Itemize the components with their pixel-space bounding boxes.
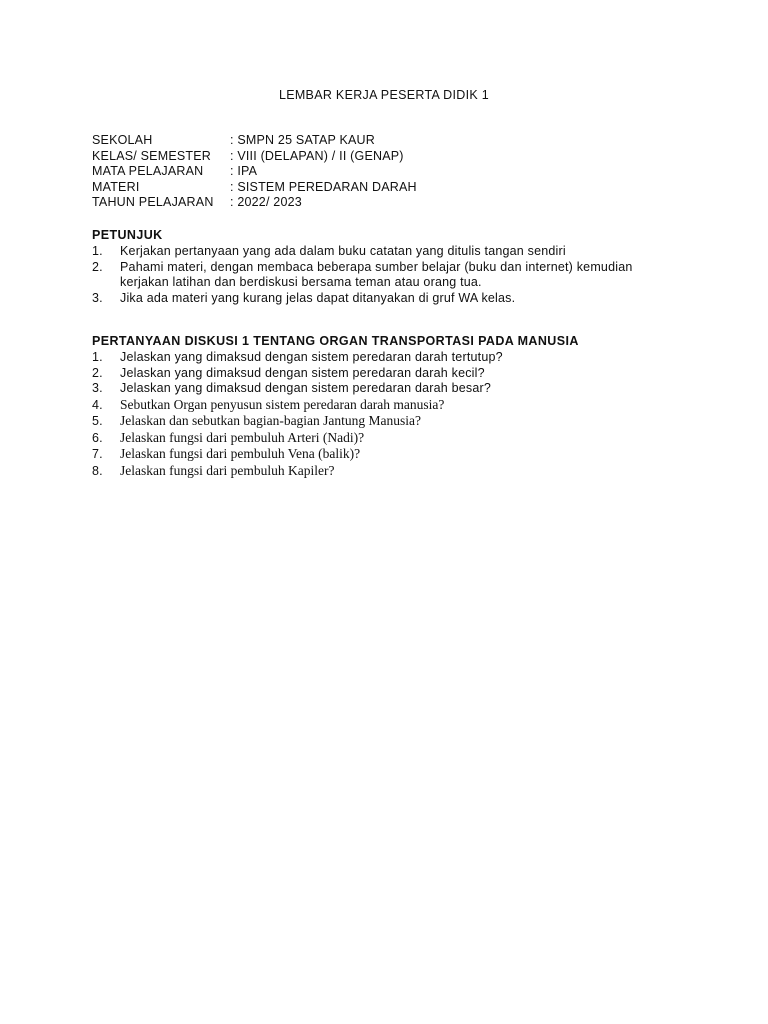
info-label: MATERI: [92, 179, 140, 194]
item-text: Jelaskan yang dimaksud dengan sistem peredaran darah kecil?: [120, 365, 485, 380]
item-number: 3.: [92, 381, 103, 395]
item-text: Jelaskan dan sebutkan bagian-bagian Jantung Manusia?: [120, 413, 422, 428]
list-item: [92, 446, 503, 463]
list-item: [92, 430, 503, 447]
info-label: MATA PELAJARAN: [92, 164, 204, 178]
info-value: : 2022/ 2023: [230, 195, 302, 209]
list-item: [92, 397, 503, 414]
item-number: 7.: [92, 447, 103, 461]
item-number: 1.: [92, 350, 103, 364]
info-label: KELAS/ SEMESTER: [92, 148, 212, 163]
petunjuk-list: [92, 244, 680, 306]
item-number: 8.: [92, 463, 103, 478]
info-row-sekolah: [92, 133, 417, 149]
item-number: 2.: [92, 365, 103, 380]
item-text: Jelaskan yang dimaksud dengan sistem peredaran darah besar?: [120, 381, 492, 395]
info-value: : VIII (DELAPAN) / II (GENAP): [230, 148, 404, 163]
info-row-materi: [92, 180, 417, 196]
info-value: : IPA: [230, 164, 258, 178]
petunjuk-heading: PETUNJUK: [92, 228, 163, 242]
item-text: Jelaskan yang dimaksud dengan sistem peredaran darah tertutup?: [120, 350, 503, 364]
item-number: 1.: [92, 244, 103, 258]
info-value: : SISTEM PEREDARAN DARAH: [230, 179, 417, 194]
list-item: [92, 366, 503, 382]
info-label: TAHUN PELAJARAN: [92, 195, 214, 209]
item-text: Sebutkan Organ penyusun sistem peredaran darah manusia?: [120, 396, 445, 412]
list-item: [92, 413, 503, 430]
item-number: 3.: [92, 290, 103, 305]
item-text: Kerjakan pertanyaan yang ada dalam buku catatan yang ditulis tangan sendiri: [120, 244, 566, 258]
info-value: : SMPN 25 SATAP KAUR: [230, 133, 376, 147]
item-number: 6.: [92, 430, 103, 445]
info-row-kelas: [92, 149, 417, 165]
item-text: Jelaskan fungsi dari pembuluh Kapiler?: [120, 462, 335, 478]
item-number: 4.: [92, 397, 103, 412]
diskusi-heading: PERTANYAAN DISKUSI 1 TENTANG ORGAN TRANSPORTASI PADA MANUSIA: [92, 334, 579, 348]
list-item: [92, 381, 503, 397]
info-label: SEKOLAH: [92, 133, 153, 147]
list-item: [92, 463, 503, 480]
identity-table: [92, 133, 417, 211]
item-text: Jelaskan fungsi dari pembuluh Arteri (Nadi)?: [120, 429, 365, 445]
item-number: 2.: [92, 259, 103, 274]
info-row-tahun-pelajaran: [92, 195, 417, 211]
item-text: Jelaskan fungsi dari pembuluh Vena (balik)?: [120, 446, 361, 461]
page-title: LEMBAR KERJA PESERTA DIDIK 1: [278, 88, 490, 102]
list-item: [92, 260, 680, 291]
item-number: 5.: [92, 414, 103, 428]
item-text: Jika ada materi yang kurang jelas dapat ditanyakan di gruf WA kelas.: [120, 290, 516, 305]
diskusi-question-list: [92, 350, 503, 479]
info-row-mata-pelajaran: [92, 164, 417, 180]
list-item: [92, 244, 680, 260]
item-text: Pahami materi, dengan membaca beberapa sumber belajar (buku dan internet) kemudian kerjakan latihan dan berdiskusi bersama teman atau orang tua.: [120, 259, 633, 289]
list-item: [92, 291, 680, 307]
list-item: [92, 350, 503, 366]
